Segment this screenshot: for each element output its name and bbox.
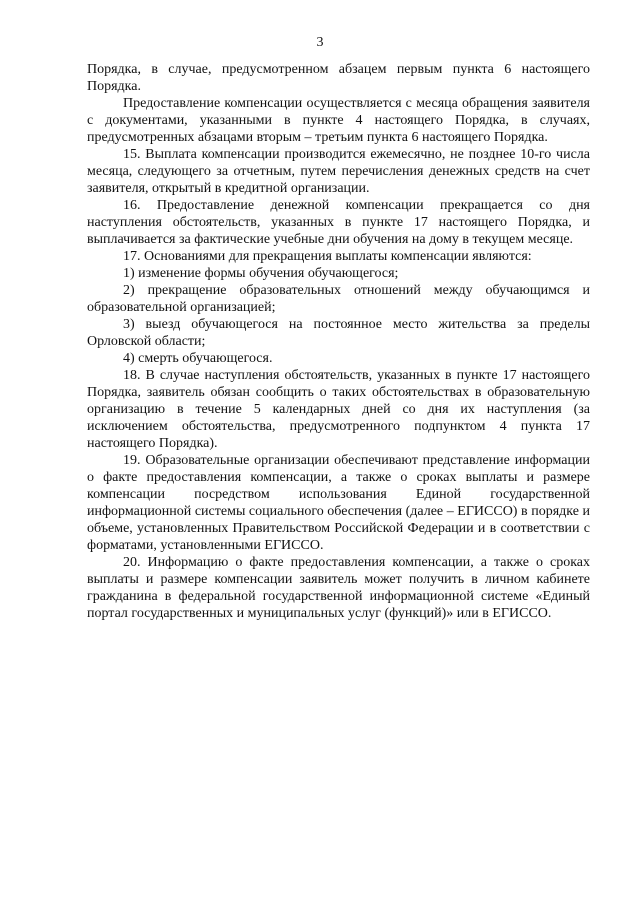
page-number: 3	[316, 35, 324, 50]
list-item-1: 1) изменение формы обучения обучающегося;	[123, 266, 399, 281]
paragraph-19: 19. Образовательные организации обеспечивают представление информации о факте предоставления компенсации, а также о сроках выплаты и размере компенсации посредством использования Единой государственной информационной системы социального обеспечения (далее – ЕГИССО) в порядке и объеме, установленных Правительством Российской Федерации и в соответствии с форматами, установленными ЕГИССО.	[87, 453, 590, 553]
list-item-2: 2) прекращение образовательных отношений между обучающимся и образовательной организацией;	[87, 283, 590, 315]
list-item-4: 4) смерть обучающегося.	[123, 351, 273, 366]
paragraph-17: 17. Основаниями для прекращения выплаты компенсации являются:	[123, 249, 532, 264]
paragraph-20: 20. Информацию о факте предоставления компенсации, а также о сроках выплаты и размере компенсации заявитель может получить в личном кабинете гражданина в федеральной государственной информационной системе «Единый портал государственных и муниципальных услуг (функций)» или в ЕГИССО.	[87, 555, 590, 621]
paragraph-18: 18. В случае наступления обстоятельств, указанных в пункте 17 настоящего Порядка, заявитель обязан сообщить о таких обстоятельствах в образовательную организацию в течение 5 календарных дней со дня их наступления (за исключением обстоятельства, предусмотренного подпунктом 4 пункта 17 настоящего Порядка).	[87, 368, 590, 451]
paragraph-compensation-start: Предоставление компенсации осуществляется с месяца обращения заявителя с документами, указанными в пункте 4 настоящего Порядка, в случаях, предусмотренных абзацами вторым – третьим пункта 6 настоящего Порядка.	[87, 96, 590, 145]
paragraph-15: 15. Выплата компенсации производится ежемесячно, не позднее 10-го числа месяца, следующего за отчетным, путем перечисления денежных средств на счет заявителя, открытый в кредитной организации.	[87, 147, 590, 196]
list-item-3: 3) выезд обучающегося на постоянное место жительства за пределы Орловской области;	[87, 317, 590, 349]
paragraph-16: 16. Предоставление денежной компенсации прекращается со дня наступления обстоятельств, указанных в пункте 17 настоящего Порядка, и выплачивается за фактические учебные дни обучения на дому в текущем месяце.	[87, 198, 590, 247]
document-body	[87, 61, 590, 622]
paragraph-continuation: Порядка, в случае, предусмотренном абзацем первым пункта 6 настоящего Порядка.	[87, 62, 590, 94]
